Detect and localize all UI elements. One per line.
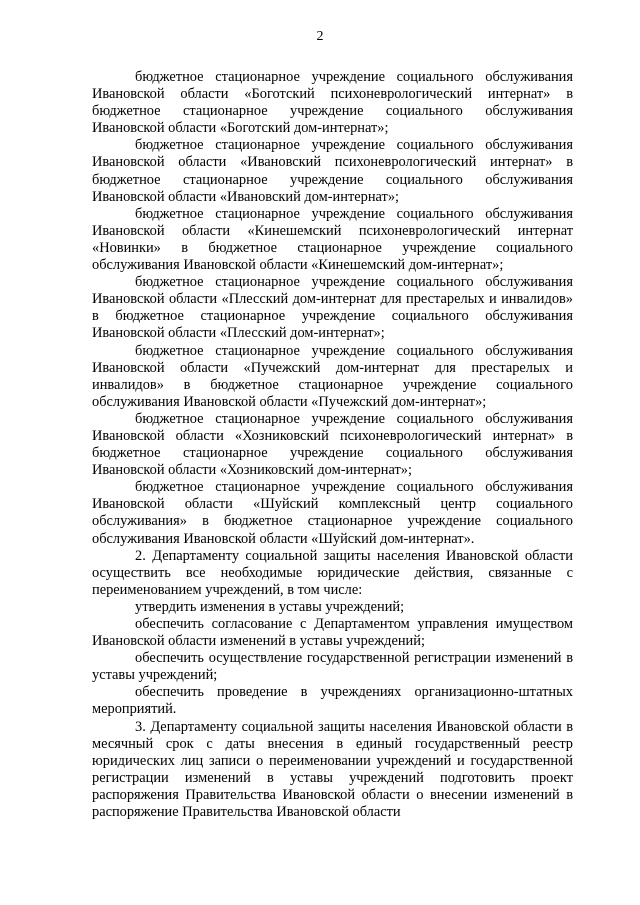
paragraph-kineshemsky: бюджетное стационарное учреждение социального обслуживания Ивановской области «Кинешемский психоневрологический интернат «Новинки» в бюджетное стационарное учреждение социального обслуживания Ивановской области «Кинешемский дом-интернат»;: [92, 205, 573, 274]
paragraph-puchezhsky: бюджетное стационарное учреждение социального обслуживания Ивановской области «Пучежский дом-интернат для престарелых и инвалидов» в бюджетное стационарное учреждение социального обслуживания Ивановской области «Пучежский дом-интернат»;: [92, 342, 573, 410]
paragraph-plessky: бюджетное стационарное учреждение социального обслуживания Ивановской области «Плесский дом-интернат для престарелых и инвалидов» в бюджетное стационарное учреждение социального обслуживания Ивановской области «Плесский дом-интернат»;: [92, 274, 573, 342]
paragraph-bogotsky: бюджетное стационарное учреждение социального обслуживания Ивановской области «Боготский психоневрологический интернат» в бюджетное стационарное учреждение социального обслуживания Ивановской области «Боготский дом-интернат»;: [92, 69, 573, 137]
page-number: 2: [316, 29, 324, 44]
paragraph-ensure-registration: обеспечить осуществление государственной регистрации изменений в уставы учреждений;: [92, 650, 573, 684]
paragraph-ivanovsky: бюджетное стационарное учреждение социального обслуживания Ивановской области «Ивановский психоневрологический интернат» в бюджетное стационарное учреждение социального обслуживания Ивановской области «Ивановский дом-интернат»;: [92, 137, 573, 205]
paragraph-shuysky: бюджетное стационарное учреждение социального обслуживания Ивановской области «Шуйский комплексный центр социального обслуживания» в бюджетное стационарное учреждение социального обслуживания Ивановской области «Шуйский дом-интернат».: [92, 479, 573, 547]
paragraph-ensure-measures: обеспечить проведение в учреждениях организационно-штатных мероприятий.: [92, 684, 573, 718]
document-body: [92, 69, 573, 821]
paragraph-item-3: 3. Департаменту социальной защиты населения Ивановской области в месячный срок с даты внесения в единый государственный реестр юридических лиц записи о переименовании учреждений и государственной регистрации изменений в уставы учреждений подготовить проект распоряжения Правительства Ивановской области о внесении изменений в распоряжение Правительства Ивановской области: [92, 718, 573, 821]
paragraph-item-2: 2. Департаменту социальной защиты населения Ивановской области осуществить все необходимые юридические действия, связанные с переименованием учреждений, в том числе:: [92, 547, 573, 598]
paragraph-approve-changes: утвердить изменения в уставы учреждений;: [135, 598, 405, 615]
paragraph-ensure-approval: обеспечить согласование с Департаментом управления имуществом Ивановской области изменений в уставы учреждений;: [92, 616, 573, 650]
paragraph-khoznikovsky: бюджетное стационарное учреждение социального обслуживания Ивановской области «Хозниковский психоневрологический интернат» в бюджетное стационарное учреждение социального обслуживания Ивановской области «Хозниковский дом-интернат»;: [92, 410, 573, 479]
